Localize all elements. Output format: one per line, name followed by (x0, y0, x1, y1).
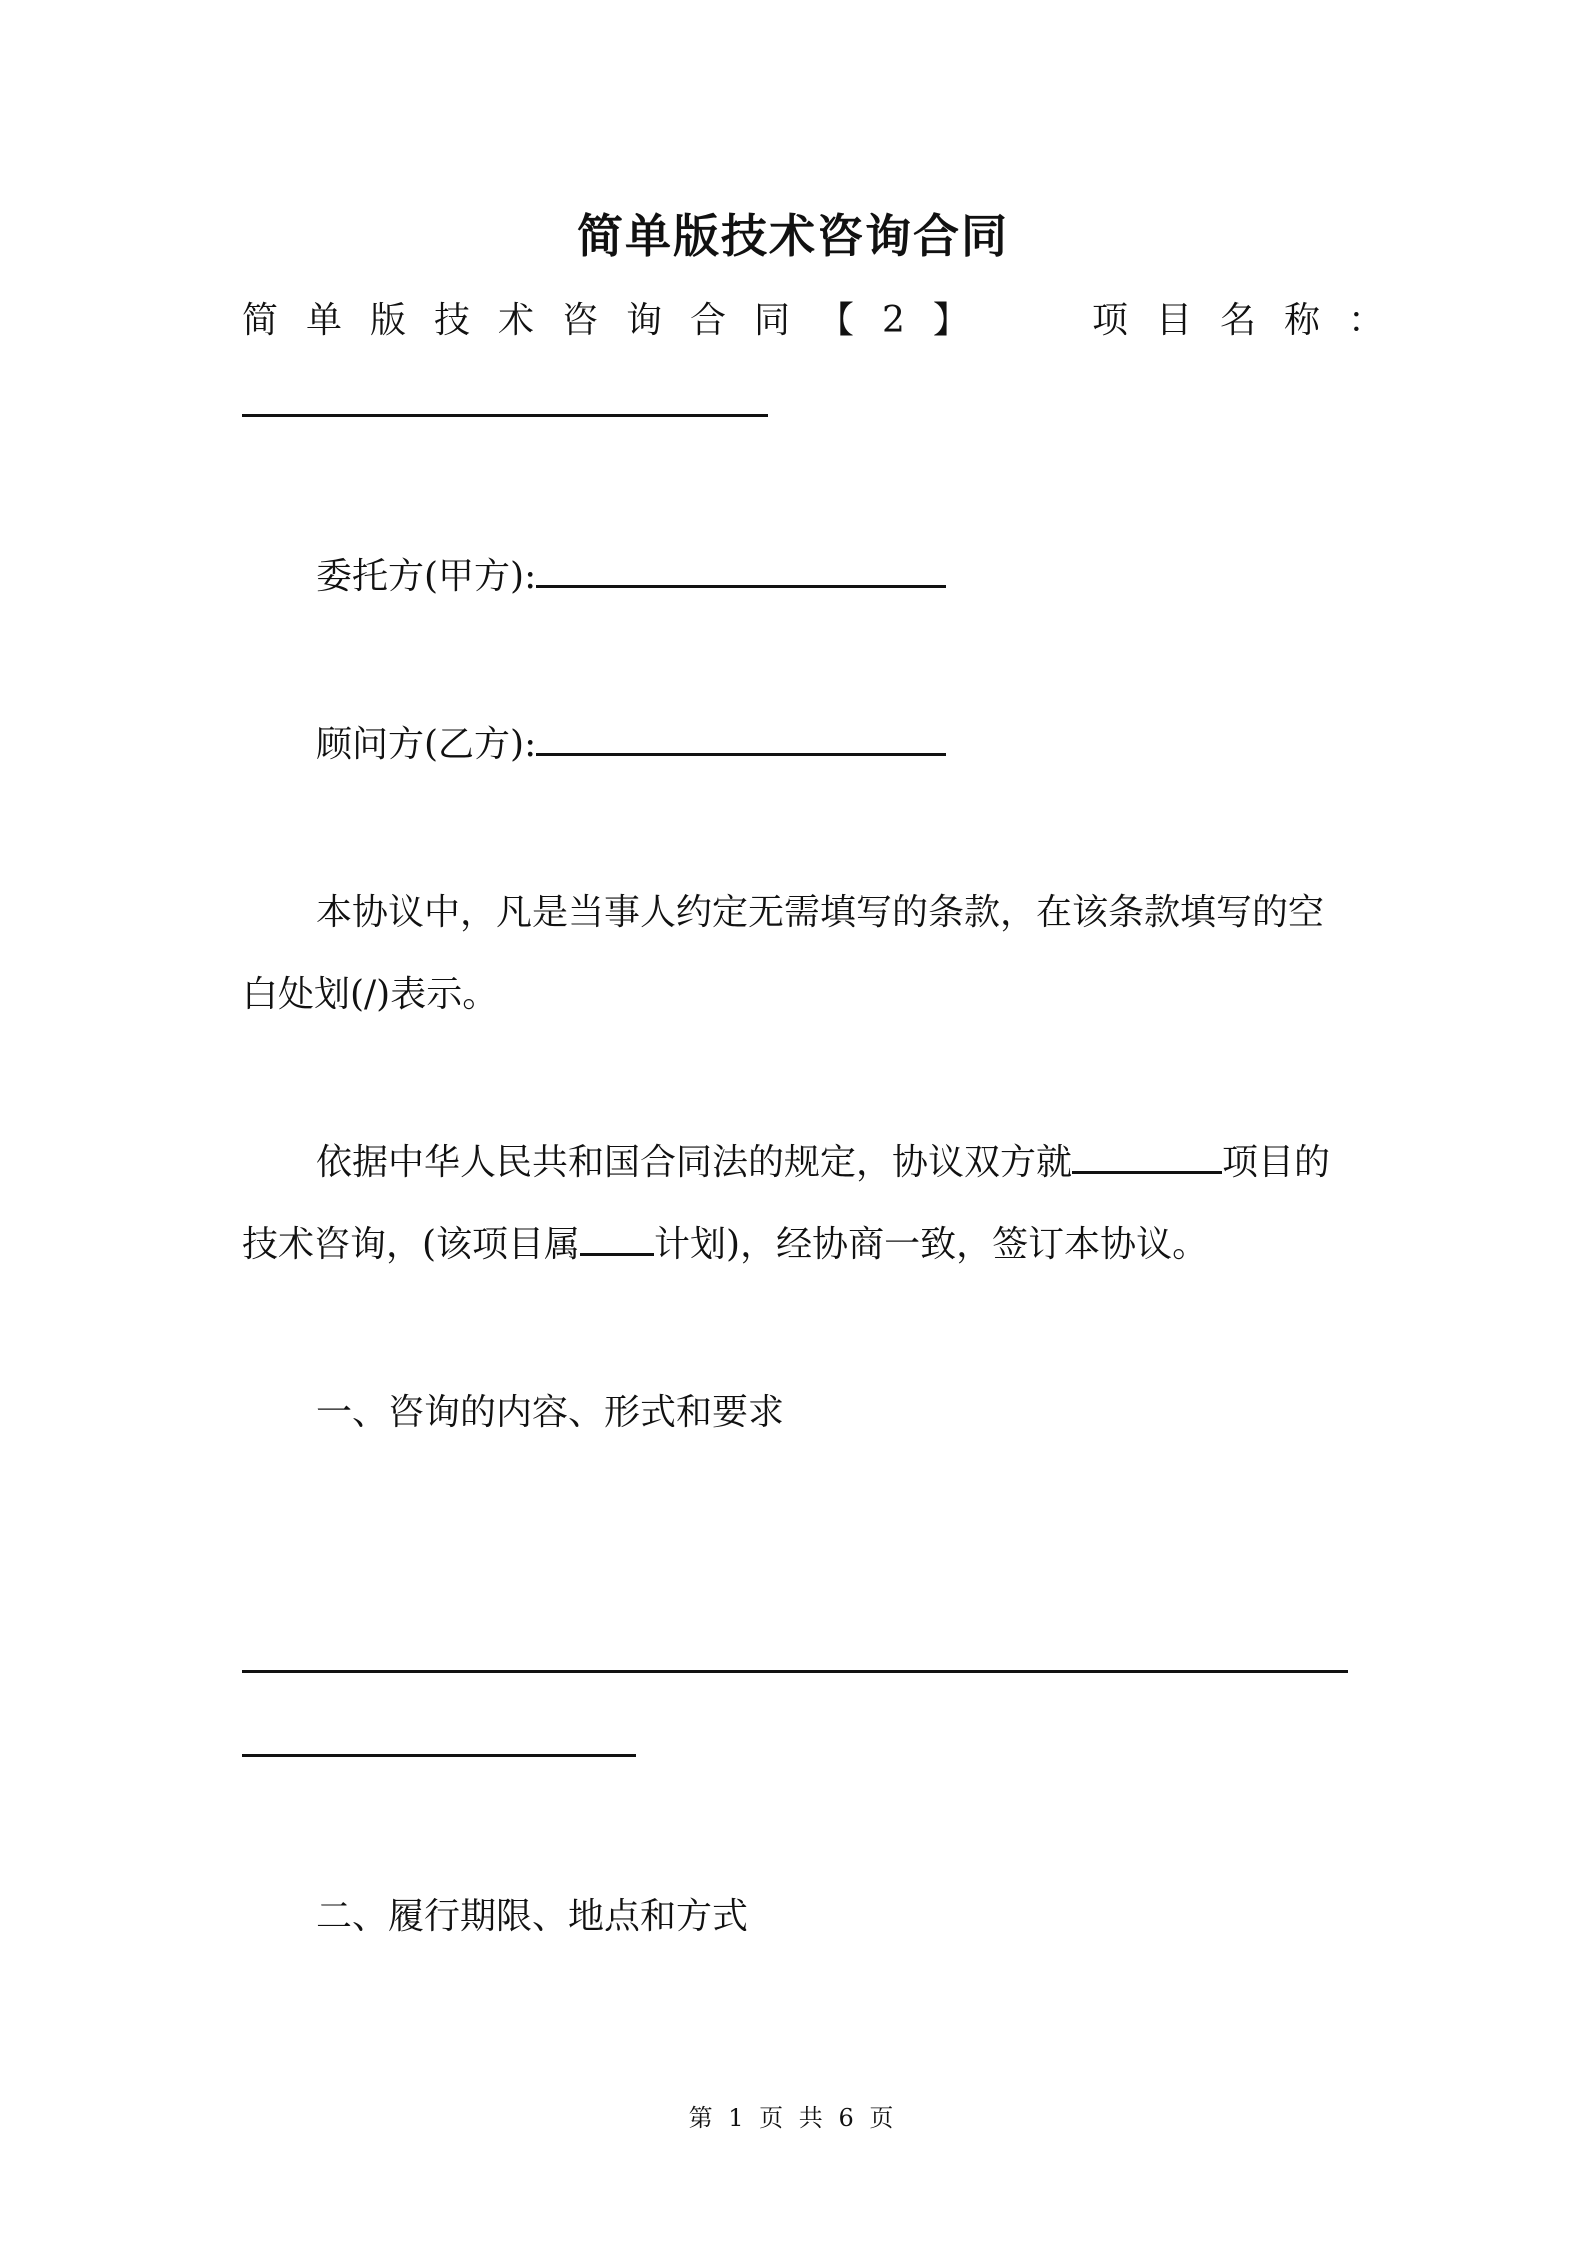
consultant-party-blank (536, 719, 946, 756)
section-1-blank-line-1 (242, 1670, 1348, 1673)
paragraph-2-line-2-text-a: 技术咨询，(该项目属 (242, 1224, 581, 1265)
paragraph-2-line-2 (242, 1216, 1208, 1267)
paragraph-2-line-1-text-b: 项目的 (1222, 1142, 1331, 1183)
section-2-heading: 二、履行期限、地点和方式 (316, 1896, 749, 1937)
section-1-blank-line-2 (242, 1754, 636, 1757)
document-title: 简单版技术咨询合同 (577, 209, 1009, 263)
consultant-party-line (316, 716, 946, 767)
paragraph-2-line-1-text-a: 依据中华人民共和国合同法的规定，协议双方就 (316, 1142, 1073, 1183)
project-name-blank (242, 414, 768, 417)
section-1-heading: 一、咨询的内容、形式和要求 (316, 1392, 785, 1433)
plan-blank (580, 1219, 654, 1256)
consultant-party-label: 顾问方(乙方): (316, 724, 537, 765)
paragraph-1-line-1: 本协议中，凡是当事人约定无需填写的条款，在该条款填写的空 (316, 892, 1325, 933)
client-party-blank (536, 551, 946, 588)
project-blank (1072, 1137, 1222, 1174)
subtitle-left: 简单版技术咨询合同【2】 (242, 300, 997, 341)
client-party-label: 委托方(甲方): (316, 556, 537, 597)
page-number: 第 1 页 共 6 页 (688, 2104, 898, 2132)
paragraph-1-line-2: 白处划(/)表示。 (242, 974, 499, 1015)
client-party-line (316, 548, 946, 599)
paragraph-2-line-1 (316, 1134, 1330, 1185)
subtitle-project-name-label: 项目名称： (1092, 300, 1413, 341)
paragraph-2-line-2-text-b: 计划)，经协商一致，签订本协议。 (654, 1224, 1209, 1265)
